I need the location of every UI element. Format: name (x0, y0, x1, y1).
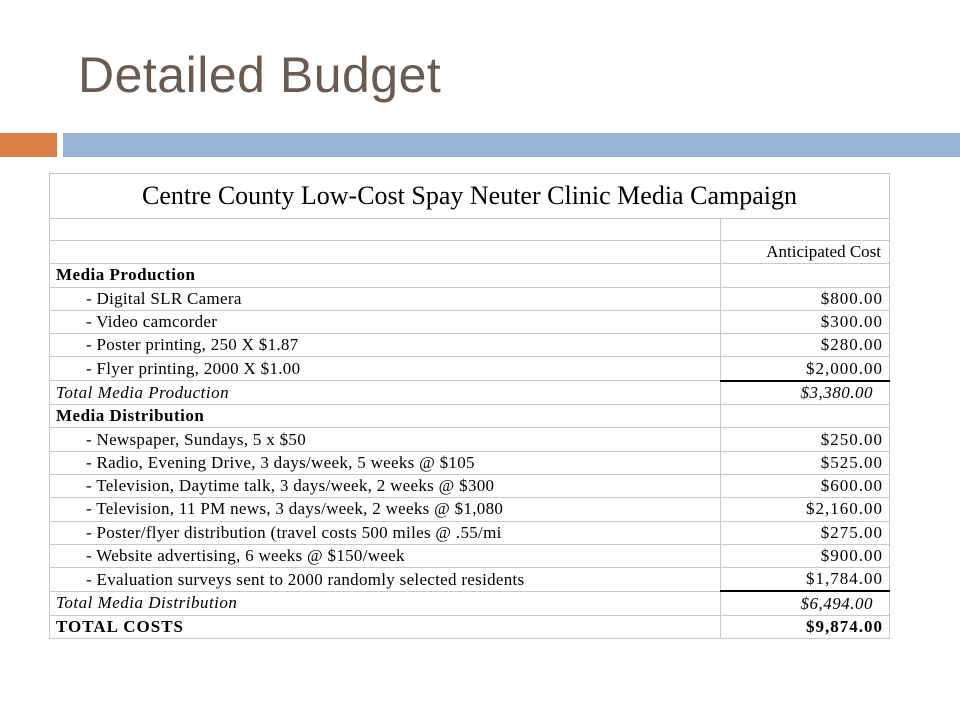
accent-bar-orange (0, 133, 57, 157)
table-row (50, 357, 890, 381)
subtotal-label: Total Media Distribution (50, 591, 721, 615)
item-label: - Poster/flyer distribution (travel costs 500 miles @ .55/mi (50, 521, 721, 544)
item-cost: $280.00 (721, 334, 890, 357)
table-row (50, 451, 890, 474)
section-heading-distribution: Media Distribution (50, 405, 721, 428)
table-row (50, 544, 890, 567)
cost-column-header: Anticipated Cost (721, 241, 890, 264)
subtotal-cost: $6,494.00 (721, 591, 890, 615)
table-row (50, 521, 890, 544)
grand-total-row (50, 615, 890, 638)
slide-title: Detailed Budget (78, 47, 442, 103)
item-cost: $2,160.00 (721, 498, 890, 521)
item-cost: $250.00 (721, 428, 890, 451)
item-cost: $900.00 (721, 544, 890, 567)
item-cost: $525.00 (721, 451, 890, 474)
item-cost: $600.00 (721, 474, 890, 497)
subtotal-label: Total Media Production (50, 381, 721, 405)
item-label: - Website advertising, 6 weeks @ $150/week (50, 544, 721, 567)
subtotal-row-distribution (50, 591, 890, 615)
item-cost: $2,000.00 (721, 357, 890, 381)
table-row (50, 334, 890, 357)
section-row (50, 405, 890, 428)
item-label: - Radio, Evening Drive, 3 days/week, 5 weeks @ $105 (50, 451, 721, 474)
item-label: - Poster printing, 250 X $1.87 (50, 334, 721, 357)
item-label: - Flyer printing, 2000 X $1.00 (50, 357, 721, 381)
accent-bar-blue (63, 133, 960, 157)
table-row (50, 287, 890, 310)
table-row (50, 474, 890, 497)
table-row (50, 498, 890, 521)
subtotal-row-production (50, 381, 890, 405)
column-header-row (50, 241, 890, 264)
item-cost: $275.00 (721, 521, 890, 544)
item-label: - Video camcorder (50, 310, 721, 333)
table-row (50, 568, 890, 592)
table-row (50, 310, 890, 333)
item-cost: $300.00 (721, 310, 890, 333)
table-row (50, 428, 890, 451)
budget-table (49, 173, 890, 639)
item-cost: $1,784.00 (721, 568, 890, 592)
blank-row (50, 219, 890, 241)
item-label: - Digital SLR Camera (50, 287, 721, 310)
grand-total-cost: $9,874.00 (721, 615, 890, 638)
item-label: - Television, 11 PM news, 3 days/week, 2 weeks @ $1,080 (50, 498, 721, 521)
section-row (50, 264, 890, 287)
grand-total-label: TOTAL COSTS (50, 615, 721, 638)
subtotal-cost: $3,380.00 (721, 381, 890, 405)
table-title-row (50, 174, 890, 219)
item-label: - Newspaper, Sundays, 5 x $50 (50, 428, 721, 451)
table-title: Centre County Low-Cost Spay Neuter Clinic Media Campaign (50, 174, 890, 219)
item-cost: $800.00 (721, 287, 890, 310)
item-label: - Television, Daytime talk, 3 days/week, 2 weeks @ $300 (50, 474, 721, 497)
section-heading-production: Media Production (50, 264, 721, 287)
item-label: - Evaluation surveys sent to 2000 randomly selected residents (50, 568, 721, 592)
